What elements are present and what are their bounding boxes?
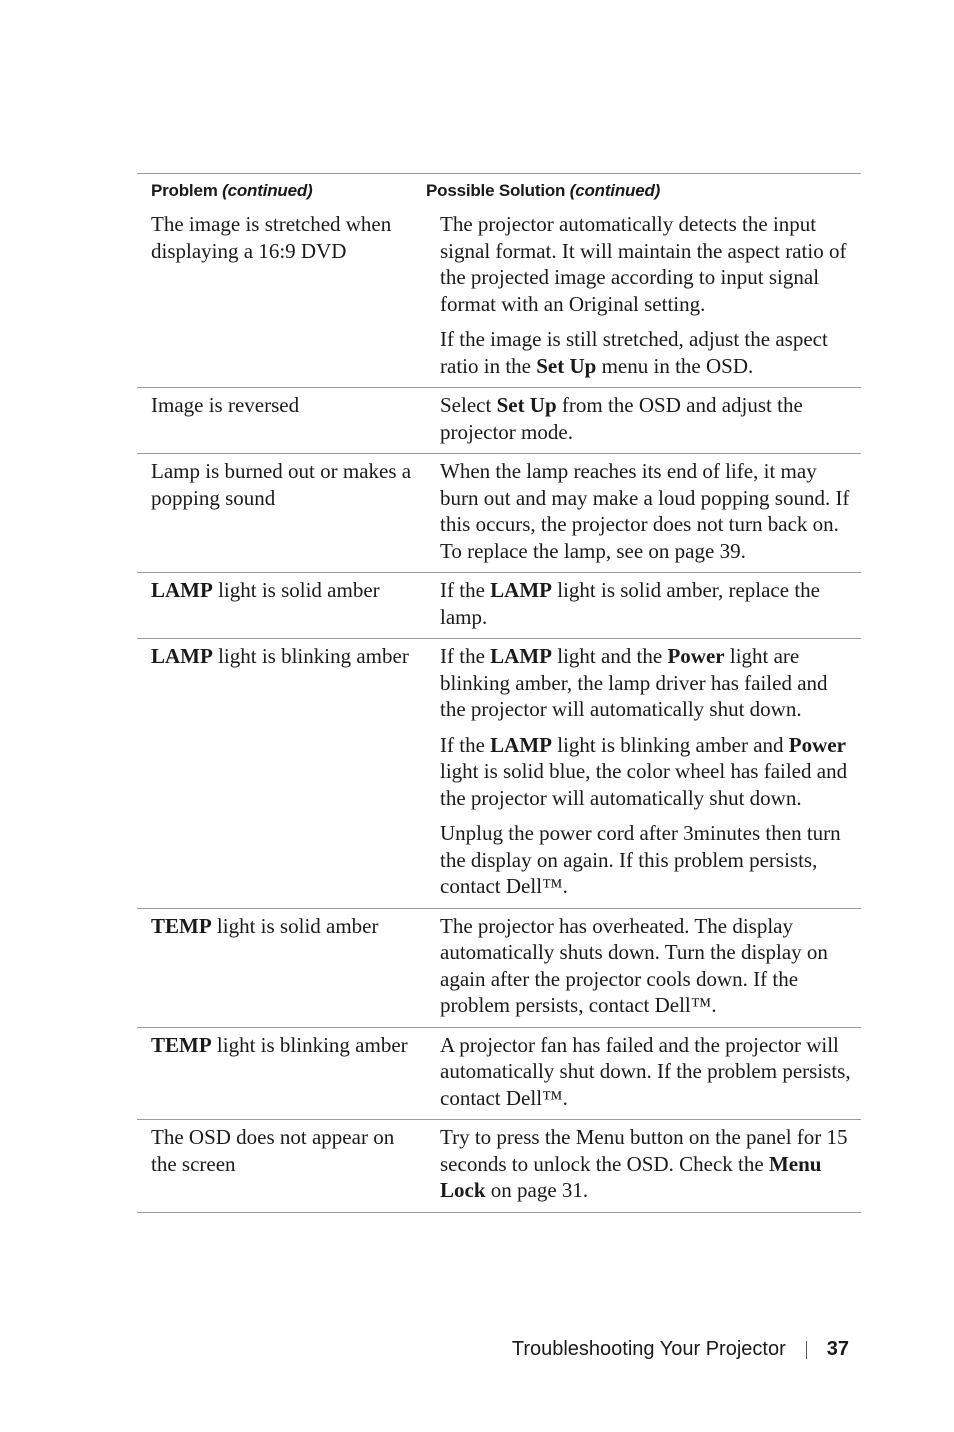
troubleshooting-table [137,173,861,1213]
solution-paragraph [440,458,857,564]
solution-paragraph [440,1032,857,1112]
header-problem-label: Problem [151,180,218,200]
bold-term: TEMP [151,1032,212,1057]
text-segment: light is solid amber, replace the lamp. [440,578,820,629]
problem-cell [137,573,426,638]
text-segment: on page 31. [485,1178,589,1202]
page-footer [512,1338,849,1361]
text-segment: The projector automatically detects the input signal format. It will maintain the aspect ratio of the projected image according to input signal format with an Original setting. [440,212,847,316]
text-segment: The OSD does not appear on the screen [151,1125,395,1176]
solution-cell [426,388,861,453]
table-row [137,1120,861,1213]
text-segment: A projector fan has failed and the projector will automatically shut down. If the problem persists, contact Dell™. [440,1032,851,1110]
problem-text [151,577,420,604]
text-segment: Try to press the Menu button on the panel for 15 seconds to unlock the OSD. Check the [440,1125,848,1176]
solution-cell [426,1028,861,1120]
problem-cell [137,454,426,572]
solution-paragraph [440,326,857,379]
text-segment: If the [440,732,491,757]
text-segment: Select [440,393,497,417]
bold-term: Set Up [536,353,597,378]
bold-term: LAMP [151,578,213,602]
text-segment: When the lamp reaches its end of life, it may burn out and may make a loud popping sound. If this occurs, the projector does not turn back on. To replace the lamp, see on page 39. [440,459,850,563]
header-solution [426,181,861,201]
table-row [137,207,861,388]
text-segment: light are blinking amber, the lamp driver has failed and the projector will automatically shut down. [440,644,828,721]
solution-paragraph [440,643,857,723]
solution-cell [426,207,861,387]
text-segment: menu in the OSD. [596,353,754,378]
bold-term: LAMP [490,644,552,668]
text-segment: Lamp is burned out or makes a popping sound [151,459,412,510]
problem-text [151,392,420,419]
bold-term: Menu Lock [440,1151,822,1202]
table-row [137,454,861,573]
text-segment: If the [440,578,491,602]
table-row [137,639,861,909]
problem-text [151,1032,420,1059]
problem-text [151,211,420,264]
text-segment: light is blinking amber and [551,732,789,757]
text-segment: light is solid amber [212,578,380,602]
problem-text [151,1124,420,1177]
text-segment: light is solid blue, the color wheel has failed and the projector will automatically shut down. [440,759,848,810]
problem-cell [137,207,426,387]
problem-text [151,913,420,940]
table-body [137,207,861,1213]
solution-cell [426,573,861,638]
solution-cell [426,1120,861,1212]
text-segment: Image is reversed [151,393,300,417]
header-solution-suffix: (continued) [569,180,661,200]
problem-text [151,458,420,511]
solution-paragraph [440,913,857,1019]
bold-term: LAMP [490,578,552,602]
bold-term: LAMP [490,732,552,757]
footer-section-title: Troubleshooting Your Projector [511,1338,786,1360]
text-segment: light and the [551,644,668,668]
footer-divider [806,1341,807,1359]
table-row [137,573,861,639]
text-segment: from the OSD and adjust the projector mode. [440,393,803,444]
solution-cell [426,909,861,1027]
problem-text [151,643,420,670]
bold-term: Power [788,732,846,757]
solution-paragraph [440,1124,857,1204]
text-segment: light is blinking amber [212,644,409,668]
solution-paragraph [440,820,857,900]
problem-cell [137,639,426,908]
text-segment: light is blinking amber [211,1032,408,1057]
page-number: 37 [826,1338,849,1360]
problem-cell [137,1028,426,1120]
text-segment: The projector has overheated. The display automatically shuts down. Turn the display on again after the projector cools down. If the problem persists, contact Dell™. [440,913,828,1017]
solution-paragraph [440,577,857,630]
text-segment: If the image is still stretched, adjust the aspect ratio in the [440,327,828,378]
text-segment: If the [440,644,491,668]
solution-paragraph [440,392,857,445]
text-segment: light is solid amber [211,913,379,938]
solution-cell [426,454,861,572]
text-segment: The image is stretched when displaying a 16:9 DVD [151,212,392,263]
bold-term: Set Up [496,393,557,417]
header-problem [137,181,426,201]
table-row [137,388,861,454]
solution-paragraph [440,732,857,812]
header-solution-label: Possible Solution [426,180,566,200]
table-row [137,909,861,1028]
problem-cell [137,909,426,1027]
bold-term: LAMP [151,644,213,668]
bold-term: TEMP [151,913,212,938]
table-header [137,174,861,207]
problem-cell [137,388,426,453]
problem-cell [137,1120,426,1212]
text-segment: Unplug the power cord after 3minutes then turn the display on again. If this problem persists, contact Dell™. [440,821,841,898]
solution-cell [426,639,861,908]
bold-term: Power [667,644,725,668]
solution-paragraph [440,211,857,317]
header-problem-suffix: (continued) [222,180,313,200]
table-row [137,1028,861,1121]
